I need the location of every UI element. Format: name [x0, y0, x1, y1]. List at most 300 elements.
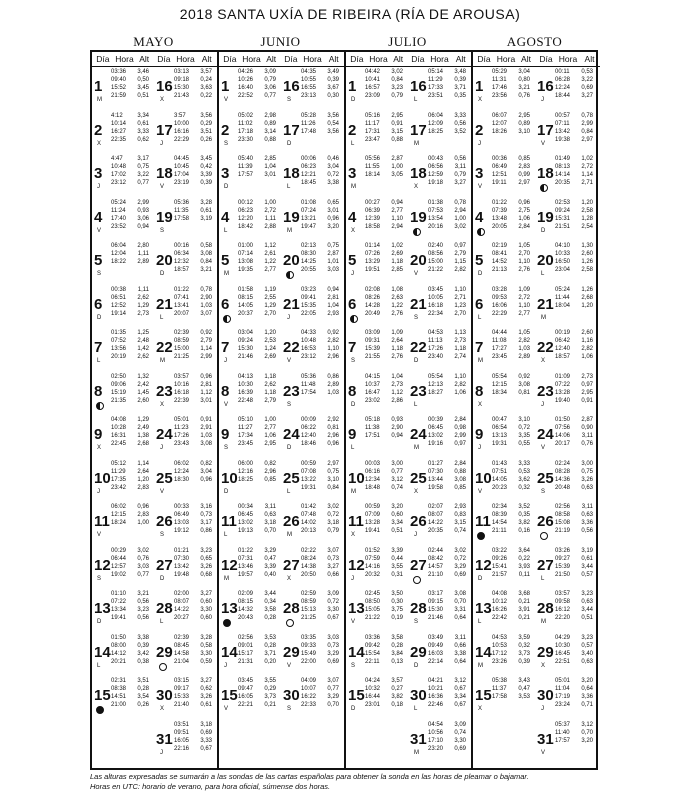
tide-time: 09:15 — [428, 599, 444, 605]
tide-entry — [111, 136, 149, 144]
tide-height: 1,24 — [264, 346, 276, 352]
day-cell — [219, 66, 281, 110]
tide-entry — [301, 476, 339, 484]
tide-entry — [174, 745, 212, 753]
day-cell — [536, 588, 598, 632]
day-number: 12 — [94, 556, 111, 574]
tide-height: 3,23 — [581, 634, 593, 641]
tide-height: 3,34 — [137, 112, 149, 119]
tide-entry — [555, 199, 593, 207]
tide-entry — [365, 606, 403, 614]
tide-entry — [428, 223, 466, 231]
day-number: 13 — [94, 600, 111, 617]
tide-list — [365, 155, 403, 179]
tide-entry — [238, 207, 276, 215]
tide-entry — [174, 677, 212, 685]
tide-time: 21:51 — [555, 223, 571, 230]
tide-entry — [365, 155, 403, 163]
day-cell — [155, 632, 217, 676]
tide-list — [301, 155, 339, 187]
tide-entry — [492, 476, 530, 484]
tide-entry — [555, 76, 593, 84]
tide-height: 0,26 — [200, 136, 212, 143]
day-cell — [346, 284, 408, 328]
tide-height: 2,62 — [137, 294, 149, 301]
tide-entry — [492, 650, 530, 658]
tide-entry — [174, 416, 212, 424]
tide-entry — [555, 440, 593, 448]
tide-height: 0,28 — [264, 642, 276, 649]
tide-height: 3,08 — [454, 476, 466, 483]
tide-time: 00:09 — [301, 417, 317, 423]
tide-time: 00:36 — [492, 156, 508, 162]
day-cell — [473, 197, 535, 241]
tide-entry — [555, 68, 593, 76]
day-number: 27 — [537, 556, 554, 574]
tide-height: 2,70 — [518, 251, 530, 257]
tide-entry — [428, 634, 466, 642]
tide-list — [301, 590, 339, 622]
day-number: 23 — [410, 382, 427, 400]
tide-height: 3,12 — [391, 476, 403, 483]
tide-time: 12:15 — [492, 381, 508, 388]
tide-height: 3,22 — [137, 172, 149, 178]
day-number: 24 — [410, 426, 427, 443]
tide-entry — [492, 606, 530, 614]
day-cell — [409, 588, 471, 632]
tide-time: 03:17 — [428, 591, 444, 597]
tide-height: 3,23 — [137, 607, 149, 613]
tide-height: 1,04 — [327, 302, 339, 309]
tide-entry — [301, 84, 339, 92]
tide-time: 14:57 — [428, 563, 444, 570]
day-cell — [346, 632, 408, 676]
month-column — [473, 52, 600, 768]
tide-height: 3,51 — [137, 678, 149, 684]
tide-time: 08:41 — [492, 251, 508, 257]
tide-entry — [238, 171, 276, 179]
tide-height: 0,58 — [200, 243, 212, 249]
tide-entry — [174, 527, 212, 535]
tide-height: 0,71 — [581, 702, 593, 708]
tide-height: 3,11 — [581, 433, 593, 439]
tide-entry — [555, 658, 593, 666]
tide-time: 03:04 — [238, 330, 254, 336]
tide-height: 3,84 — [391, 650, 403, 657]
tide-height: 0,60 — [391, 512, 403, 518]
tide-height: 0,35 — [454, 93, 466, 99]
tide-time: 09:42 — [365, 642, 381, 649]
tide-time: 03:51 — [174, 721, 190, 728]
day-cell — [92, 675, 154, 719]
tide-height: 3,71 — [264, 650, 276, 657]
tide-time: 18:14 — [365, 172, 381, 178]
tide-entry — [111, 128, 149, 136]
tide-list — [555, 460, 593, 492]
tide-height: 0,57 — [581, 571, 593, 578]
tide-height: 1,09 — [518, 286, 530, 293]
tide-entry — [365, 76, 403, 84]
tide-height: 1,29 — [137, 417, 149, 423]
day-cell — [282, 414, 344, 458]
tide-height: 0,29 — [264, 686, 276, 692]
tide-height: 2,99 — [200, 354, 212, 360]
tide-time: 14:28 — [365, 302, 381, 309]
tide-entry — [555, 503, 593, 511]
tide-entry — [555, 547, 593, 555]
tide-list — [301, 112, 339, 136]
tide-time: 12:20 — [238, 215, 254, 222]
day-number: 12 — [221, 556, 238, 574]
tide-time: 21:25 — [174, 354, 190, 360]
tide-height: 2,42 — [137, 381, 149, 388]
tide-entry — [365, 677, 403, 685]
tide-time: 23:56 — [492, 93, 508, 99]
weekday-letter: J — [478, 445, 481, 451]
tide-height: 3,07 — [327, 547, 339, 554]
tide-time: 05:10 — [238, 417, 254, 423]
day-number: 1 — [94, 78, 103, 95]
tide-entry — [174, 737, 212, 745]
tide-entry — [428, 92, 466, 100]
tide-time: 02:45 — [365, 591, 381, 597]
tide-time: 00:03 — [365, 460, 381, 467]
tide-time: 20:07 — [174, 310, 190, 317]
tide-height: 1,30 — [581, 243, 593, 249]
tide-time: 15:49 — [301, 650, 317, 657]
tide-list — [492, 547, 530, 579]
tide-entry — [428, 555, 466, 563]
tide-time: 07:30 — [174, 555, 190, 562]
tide-height: 0,65 — [327, 199, 339, 206]
tide-time: 04:42 — [365, 69, 381, 75]
tide-entry — [238, 642, 276, 650]
weekday-letter: D — [351, 97, 356, 103]
tide-height: 3,34 — [454, 694, 466, 700]
tide-height: 0,47 — [264, 555, 276, 562]
tide-height: 0,69 — [454, 571, 466, 578]
tide-height: 0,97 — [454, 441, 466, 447]
tide-time: 08:24 — [301, 555, 317, 562]
tide-list — [111, 416, 149, 448]
tide-entry — [555, 179, 593, 187]
day-cell — [282, 240, 344, 284]
tide-height: 3,12 — [454, 678, 466, 684]
tide-time: 19:48 — [174, 571, 190, 578]
tide-time: 02:56 — [238, 634, 254, 641]
tide-time: 05:12 — [111, 460, 127, 467]
tide-entry — [365, 302, 403, 310]
tide-entry — [111, 590, 149, 598]
tide-entry — [428, 614, 466, 622]
weekday-letter: X — [478, 706, 483, 712]
tide-height: 3,36 — [581, 694, 593, 700]
tide-entry — [301, 242, 339, 250]
tide-entry — [555, 155, 593, 163]
tide-time: 11:39 — [238, 164, 253, 170]
tide-entry — [301, 250, 339, 258]
tide-list — [555, 416, 593, 448]
tide-height: 2,82 — [581, 346, 593, 352]
tide-height: 2,70 — [454, 310, 466, 317]
tide-time: 06:45 — [428, 425, 444, 431]
weekday-letter: D — [160, 271, 165, 277]
day-cell — [282, 371, 344, 415]
day-cell — [219, 545, 281, 589]
tide-time: 08:26 — [365, 294, 381, 301]
weekday-letter: S — [97, 575, 102, 582]
tide-height: 1,18 — [454, 346, 466, 352]
tide-time: 23:45 — [238, 441, 254, 447]
day-cell — [282, 66, 344, 110]
tide-height: 1,23 — [454, 302, 466, 309]
day-cell — [282, 327, 344, 371]
weekday-letter: J — [478, 140, 481, 147]
tide-entry — [365, 258, 403, 266]
tide-time: 22:45 — [111, 441, 127, 447]
tide-list — [492, 286, 530, 318]
tide-time: 04:53 — [428, 330, 444, 336]
tide-time: 13:56 — [111, 346, 127, 352]
tide-height: 0,86 — [327, 373, 339, 380]
tide-time: 01:22 — [492, 199, 508, 206]
tide-entry — [174, 250, 212, 258]
tide-time: 13:21 — [301, 215, 317, 222]
moon-phase-icon — [540, 184, 548, 192]
weekday-letter: S — [414, 619, 419, 625]
tide-entry — [301, 223, 339, 231]
tide-list — [555, 547, 593, 579]
tide-height: 3,14 — [264, 128, 276, 135]
tide-height: 0,78 — [581, 112, 593, 119]
tide-entry — [238, 460, 276, 468]
tide-height: 3,45 — [200, 156, 212, 162]
tide-entry — [492, 353, 530, 361]
tide-time: 05:54 — [492, 373, 508, 380]
tide-time: 4:47 — [111, 156, 123, 162]
tide-height: 0,63 — [581, 484, 593, 491]
tide-height: 2,55 — [264, 294, 276, 301]
tide-time: 20:23 — [492, 484, 508, 491]
header-alt: Alt — [328, 54, 339, 64]
day-number: 4 — [348, 208, 357, 226]
tide-entry — [365, 658, 403, 666]
tide-time: 12:24 — [555, 85, 571, 91]
tide-entry — [174, 345, 212, 353]
day-cell — [473, 66, 535, 110]
tide-entry — [174, 460, 212, 468]
tide-list — [365, 242, 403, 274]
moon-phase-icon — [413, 228, 421, 236]
day-number: 15 — [348, 687, 365, 704]
tide-entry — [301, 68, 339, 76]
day-number: 18 — [410, 165, 427, 182]
tide-height: 3,30 — [454, 737, 466, 744]
tide-time: 09:24 — [238, 338, 254, 344]
tide-height: 3,40 — [581, 650, 593, 657]
tide-entry — [174, 432, 212, 440]
tide-time: 11:02 — [238, 120, 253, 127]
tide-entry — [174, 658, 212, 666]
tide-entry — [428, 76, 466, 84]
tide-time: 11:26 — [301, 120, 316, 127]
weekday-letter: X — [541, 358, 546, 364]
tide-time: 10:32 — [365, 686, 381, 692]
tide-height: 1,11 — [264, 215, 276, 222]
tide-list — [174, 460, 212, 484]
tide-list — [492, 590, 530, 622]
tide-height: 0,73 — [327, 555, 339, 562]
day-cell — [473, 545, 535, 589]
tide-height: 0,39 — [518, 658, 530, 665]
tide-entry — [365, 286, 403, 294]
tide-height: 2,75 — [518, 207, 530, 214]
tide-entry — [365, 310, 403, 318]
tide-height: 2,74 — [454, 354, 466, 360]
weekday-letter: X — [414, 488, 419, 495]
tide-time: 00:27 — [365, 199, 381, 206]
tide-entry — [174, 163, 212, 171]
tide-height: 0,97 — [581, 381, 593, 388]
tide-entry — [238, 266, 276, 274]
tide-height: 1,25 — [137, 330, 149, 336]
tide-height: 3,48 — [454, 69, 466, 75]
tide-height: 3,08 — [518, 381, 530, 388]
tide-height: 2,82 — [518, 338, 530, 344]
tide-height: 0,67 — [200, 745, 212, 752]
tide-time: 07:31 — [238, 555, 254, 562]
tide-entry — [174, 112, 212, 120]
tide-time: 20:37 — [238, 310, 254, 317]
day-cell — [536, 545, 598, 589]
tide-entry — [365, 634, 403, 642]
day-number: 8 — [475, 382, 484, 400]
day-number: 3 — [348, 165, 357, 182]
day-number: 9 — [221, 426, 230, 443]
tide-height: 2,61 — [264, 251, 276, 257]
tide-entry — [301, 527, 339, 535]
tide-entry — [555, 163, 593, 171]
day-cell — [409, 414, 471, 458]
footnote-heights: Las alturas expresadas se sumarán a las sondas de las cartas españolas para obtener la sonda en las horas de pleamar o bajamar. — [90, 772, 529, 781]
tide-time: 09:31 — [365, 338, 381, 344]
tide-height: 1,19 — [264, 286, 276, 293]
weekday-letter: X — [160, 706, 165, 712]
tide-entry — [555, 397, 593, 405]
tide-entry — [492, 120, 530, 128]
tide-height: 2,93 — [454, 504, 466, 510]
tide-time: 13:02 — [238, 520, 254, 526]
tide-height: 0,74 — [454, 528, 466, 534]
month-name: JULIO — [388, 34, 427, 49]
day-number: 3 — [94, 165, 103, 182]
tide-height: 0,30 — [391, 599, 403, 605]
tide-entry — [492, 310, 530, 318]
tide-time: 02:39 — [174, 634, 190, 641]
tide-entry — [365, 329, 403, 337]
tide-height: 0,79 — [454, 172, 466, 178]
tide-entry — [301, 590, 339, 598]
column-header — [219, 52, 344, 67]
tide-height: 3,11 — [454, 634, 466, 641]
tide-list — [428, 155, 466, 187]
tide-height: 3,02 — [137, 547, 149, 554]
tide-height: 1,12 — [264, 243, 276, 249]
tide-height: 0,96 — [200, 476, 212, 483]
tide-time: 22:39 — [174, 397, 190, 404]
tide-list — [238, 373, 276, 405]
tide-entry — [301, 163, 339, 171]
tide-time: 05:01 — [555, 678, 571, 684]
tide-height: 1,05 — [518, 330, 530, 336]
tide-time: 23:42 — [111, 484, 127, 491]
tide-entry — [111, 519, 149, 527]
month-column — [92, 52, 219, 768]
tide-time: 14:05 — [492, 476, 508, 483]
weekday-letter: V — [414, 271, 419, 277]
tide-time: 01:35 — [111, 330, 127, 336]
tide-time: 09:51 — [174, 729, 190, 736]
tide-entry — [428, 677, 466, 685]
tide-time: 20:43 — [238, 615, 254, 621]
tide-entry — [555, 598, 593, 606]
tide-list — [555, 373, 593, 405]
tide-entry — [428, 737, 466, 745]
tide-height: 1,10 — [518, 302, 530, 309]
tide-entry — [428, 745, 466, 753]
column-header — [473, 52, 600, 67]
tide-time: 14:06 — [555, 433, 571, 439]
tide-height: 0,62 — [137, 136, 149, 143]
tide-height: 2,69 — [391, 251, 403, 257]
tide-height: 2,70 — [264, 310, 276, 317]
tide-entry — [301, 266, 339, 274]
tide-entry — [555, 606, 593, 614]
tide-height: 0,19 — [391, 615, 403, 621]
weekday-letter: J — [224, 358, 227, 364]
tide-height: 0,56 — [137, 615, 149, 621]
tide-list — [428, 416, 466, 448]
tide-list — [365, 68, 403, 100]
tide-entry — [174, 503, 212, 511]
tide-height: 0,81 — [518, 389, 530, 396]
tide-height: 1,08 — [391, 286, 403, 293]
tide-height: 0,63 — [581, 658, 593, 665]
tide-entry — [301, 294, 339, 302]
tide-entry — [492, 614, 530, 622]
tide-time: 20:50 — [301, 571, 317, 578]
day-cell — [536, 371, 598, 415]
tide-entry — [238, 606, 276, 614]
tide-entry — [555, 84, 593, 92]
weekday-letter: X — [351, 532, 356, 538]
tide-entry — [111, 373, 149, 381]
tide-height: 0,61 — [581, 555, 593, 562]
tide-time: 10:28 — [111, 425, 127, 431]
tide-entry — [428, 590, 466, 598]
tide-entry — [428, 484, 466, 492]
tide-time: 14:02 — [301, 520, 317, 526]
tide-time: 11:17 — [365, 120, 380, 127]
weekday-letter: D — [541, 227, 546, 234]
tide-entry — [428, 503, 466, 511]
tide-entry — [301, 215, 339, 223]
tide-height: 3,38 — [454, 650, 466, 657]
tide-height: 2,96 — [264, 468, 276, 475]
day-cell — [409, 719, 471, 763]
weekday-letter: M — [351, 488, 356, 495]
tide-entry — [174, 286, 212, 294]
